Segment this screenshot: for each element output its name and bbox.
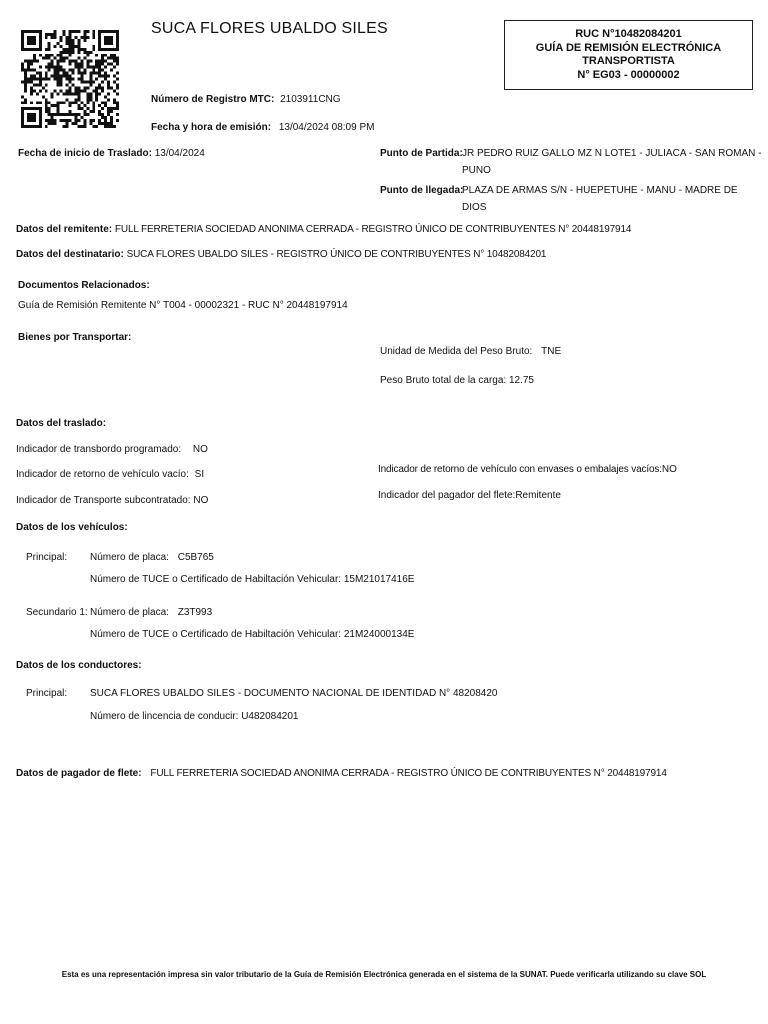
recipient-value: SUCA FLORES UBALDO SILES - REGISTRO ÚNICO DE CONTRIBUYENTES N° 10482084201: [126, 249, 547, 260]
payer-label: Datos de pagador de flete:: [16, 768, 142, 779]
vehicle-role: Secundario 1:: [26, 607, 88, 618]
sender-value: FULL FERRETERIA SOCIEDAD ANONIMA CERRADA - REGISTRO ÚNICO DE CONTRIBUYENTES N° 20448197914: [114, 224, 632, 235]
tuce-label: Número de TUCE o Certificado de Habiltación Vehicular:: [90, 574, 342, 585]
plate-label: Número de placa:: [90, 607, 169, 618]
tuce-value: 15M21017416E: [343, 574, 415, 585]
weight-label: Peso Bruto total de la carga:: [380, 375, 507, 386]
weight-row: [380, 375, 534, 386]
plate-label: Número de placa:: [90, 552, 169, 563]
related-doc-item: Guía de Remisión Remitente N° T004 - 00002321 - RUC N° 20448197914: [18, 300, 348, 311]
driver-name-doc: SUCA FLORES UBALDO SILES - DOCUMENTO NACIONAL DE IDENTIDAD N° 48208420: [90, 688, 498, 699]
vehicle-role: Principal:: [26, 552, 68, 563]
license-label: Número de lincencia de conducir:: [90, 711, 239, 722]
emission-label: Fecha y hora de emisión:: [151, 122, 272, 133]
vehicles-title: Datos de los vehículos:: [16, 522, 128, 533]
transshipment-label: Indicador de transbordo programado:: [16, 444, 182, 455]
origin-line2: PUNO: [462, 165, 491, 176]
payer-row: [16, 768, 667, 779]
related-docs-title: Documentos Relacionados:: [18, 280, 150, 291]
doc-type-line2: TRANSPORTISTA: [582, 55, 675, 67]
vehicle-tuce-row: [90, 629, 414, 640]
mtc-value: 2103911CNG: [280, 94, 341, 105]
unit-value: TNE: [541, 346, 562, 357]
ruc-box: [504, 20, 753, 90]
unit-label: Unidad de Medida del Peso Bruto:: [380, 346, 533, 357]
empty-return-row: [16, 469, 204, 480]
arrival-line1: PLAZA DE ARMAS S/N - HUEPETUHE - MANU - MADRE DE: [462, 185, 738, 196]
start-date-value: 13/04/2024: [154, 148, 205, 159]
payer-indicator-row: [378, 490, 561, 501]
empty-return-value: SI: [194, 469, 205, 480]
vehicle-tuce-row: [90, 574, 414, 585]
transfer-title: Datos del traslado:: [16, 418, 107, 429]
drivers-title: Datos de los conductores:: [16, 660, 142, 671]
driver-role: Principal:: [26, 688, 68, 699]
start-date-row: [18, 148, 205, 159]
mtc-row: [151, 94, 341, 105]
subcontracted-row: [16, 495, 208, 506]
mtc-label: Número de Registro MTC:: [151, 94, 275, 105]
driver-license-row: [90, 711, 298, 722]
doc-type-line1: GUÍA DE REMISIÓN ELECTRÓNICA: [535, 41, 722, 54]
issuer-name: SUCA FLORES UBALDO SILES: [151, 20, 388, 37]
return-packaging-label: Indicador de retorno de vehículo con envases o embalajes vacíos:: [378, 464, 662, 475]
origin-line1: JR PEDRO RUIZ GALLO MZ N LOTE1 - JULIACA - SAN ROMAN -: [462, 148, 762, 159]
plate-value: Z3T993: [177, 607, 213, 618]
recipient-label: Datos del destinatario:: [16, 249, 124, 260]
payer-indicator-value: Remitente: [515, 490, 561, 501]
emission-row: [151, 122, 374, 133]
subcontracted-label: Indicador de Transporte subcontratado:: [16, 495, 191, 506]
weight-value: 12.75: [508, 375, 534, 386]
transshipment-row: [16, 444, 208, 455]
vehicle-plate-row: [90, 607, 212, 618]
plate-value: C5B765: [177, 552, 214, 563]
subcontracted-value: NO: [193, 495, 209, 506]
tuce-value: 21M24000134E: [343, 629, 415, 640]
footer-note: Esta es una representación impresa sin valor tributario de la Guía de Remisión Electrónica generada en el sistema de la SUNAT. Puede verificarla utilizando su clave SOL: [61, 970, 707, 979]
payer-indicator-label: Indicador del pagador del flete:: [378, 490, 516, 501]
empty-return-label: Indicador de retorno de vehículo vacío:: [16, 469, 189, 480]
start-date-label: Fecha de inicio de Traslado:: [18, 148, 152, 159]
ruc-line: RUC N°10482084201: [575, 28, 682, 40]
return-packaging-value: NO: [661, 464, 677, 475]
recipient-row: [16, 249, 546, 260]
return-packaging-row: [378, 464, 677, 475]
unit-row: [380, 346, 561, 357]
arrival-label: Punto de llegada:: [380, 185, 464, 196]
arrival-line2: DIOS: [462, 202, 487, 213]
tuce-label: Número de TUCE o Certificado de Habiltación Vehicular:: [90, 629, 342, 640]
sender-row: [16, 224, 631, 235]
qr-code: [21, 27, 119, 131]
payer-value: FULL FERRETERIA SOCIEDAD ANONIMA CERRADA - REGISTRO ÚNICO DE CONTRIBUYENTES N° 20448197914: [150, 768, 667, 779]
vehicle-plate-row: [90, 552, 214, 563]
goods-title: Bienes por Transportar:: [18, 332, 132, 343]
emission-value: 13/04/2024 08:09 PM: [278, 122, 375, 133]
transshipment-value: NO: [192, 444, 208, 455]
origin-label: Punto de Partida:: [380, 148, 463, 159]
sender-label: Datos del remitente:: [16, 224, 113, 235]
doc-number: N° EG03 - 00000002: [577, 68, 680, 81]
license-value: U482084201: [241, 711, 299, 722]
